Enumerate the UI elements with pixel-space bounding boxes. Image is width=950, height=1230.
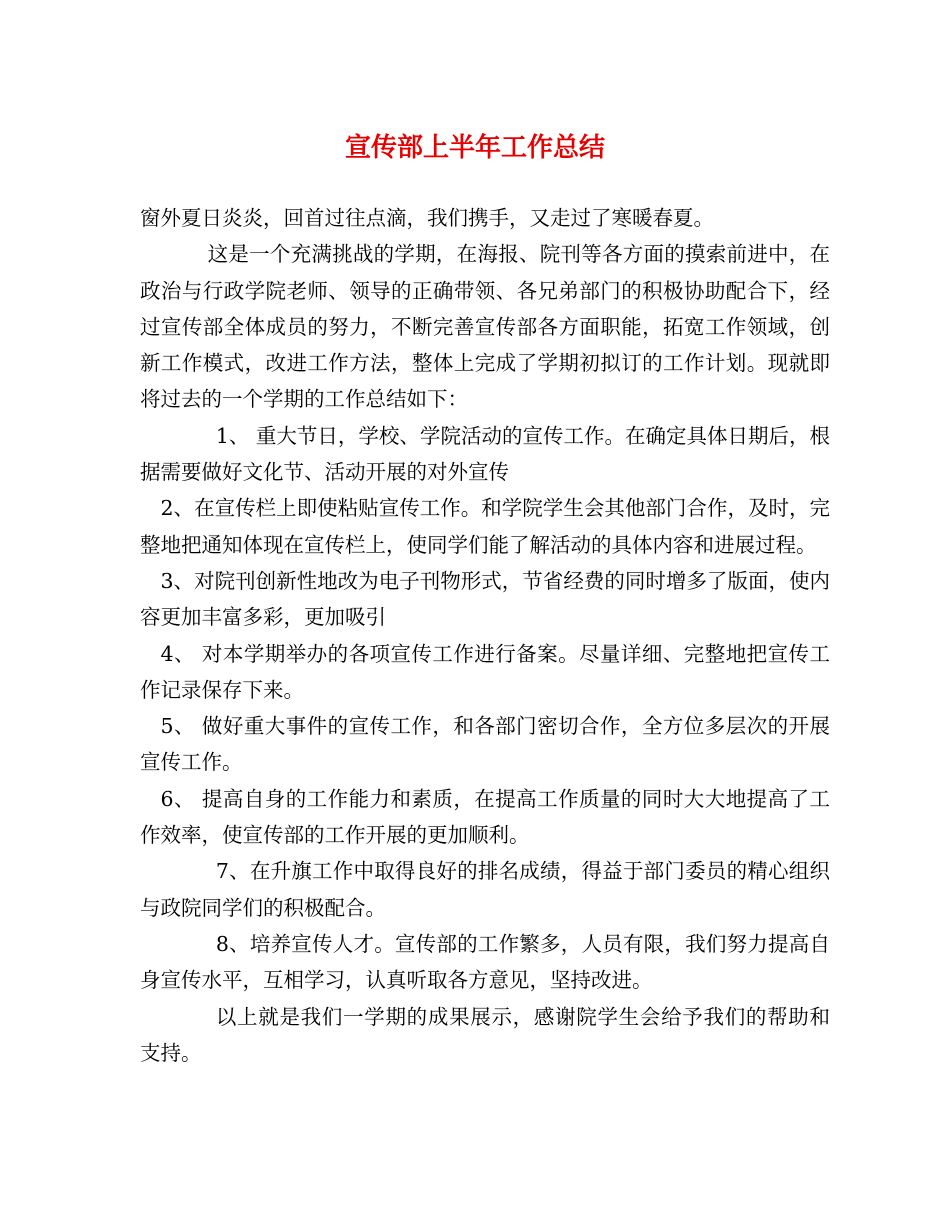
paragraph-item-2: 2、在宣传栏上即使粘贴宣传工作。和学院学生会其他部门合作，及时，完整地把通知体现在宣传栏上，使同学们能了解活动的具体内容和进展过程。 [140, 496, 830, 557]
paragraph-opening: 窗外夏日炎炎，回首过往点滴，我们携手，又走过了寒暖春夏。 [140, 206, 714, 230]
document-body [140, 200, 830, 1071]
paragraph-item-1: 1、 重大节日，学校、学院活动的宣传工作。在确定具体日期后，根据需要做好文化节、活动开展的对外宣传 [140, 423, 830, 485]
paragraph-intro: 这是一个充满挑战的学期，在海报、院刊等各方面的摸索前进中，在政治与行政学院老师、领导的正确带领、各兄弟部门的积极协助配合下，经过宣传部全体成员的努力，不断完善宣传部各方面职能，拓宽工作领域，创新工作模式，改进工作方法，整体上完成了学期初拟订的工作计划。现就即将过去的一个学期的工作总结如下： [140, 242, 830, 412]
document-title: 宣传部上半年工作总结 [344, 133, 605, 163]
paragraph-item-5: 5、 做好重大事件的宣传工作，和各部门密切合作，全方位多层次的开展宣传工作。 [140, 714, 830, 775]
paragraph-item-7: 7、在升旗工作中取得良好的排名成绩，得益于部门委员的精心组织与政院同学们的积极配合。 [140, 859, 830, 920]
paragraph-item-3: 3、对院刊创新性地改为电子刊物形式，节省经费的同时增多了版面，使内容更加丰富多彩，更加吸引 [140, 568, 830, 630]
paragraph-closing: 以上就是我们一学期的成果展示，感谢院学生会给予我们的帮助和支持。 [140, 1004, 830, 1065]
paragraph-item-6: 6、 提高自身的工作能力和素质，在提高工作质量的同时大大地提高了工作效率，使宣传部的工作开展的更加顺利。 [140, 786, 830, 848]
paragraph-item-4: 4、 对本学期举办的各项宣传工作进行备案。尽量详细、完整地把宣传工作记录保存下来。 [140, 641, 830, 702]
paragraph-item-8: 8、培养宣传人才。宣传部的工作繁多，人员有限，我们努力提高自身宣传水平，互相学习，认真听取各方意见，坚持改进。 [140, 931, 830, 993]
